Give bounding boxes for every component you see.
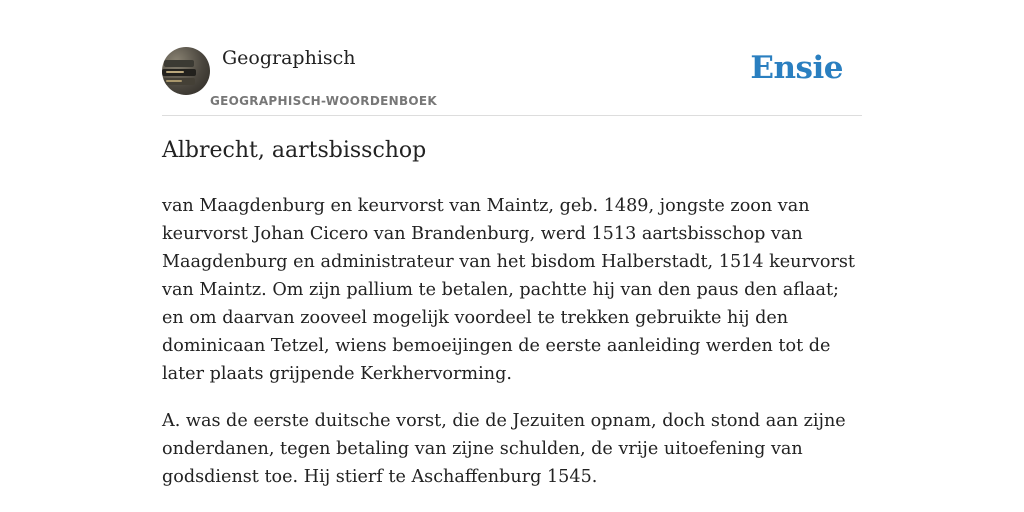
source-avatar[interactable] <box>162 47 210 95</box>
article-title: Albrecht, aartsbisschop <box>162 138 427 163</box>
article-paragraph: A. was de eerste duitsche vorst, die de Jezuiten opnam, doch stond aan zijne onderdanen, tegen betaling van zijne schulden, de vrije uitoefening van godsdienst toe. Hij stierf te Aschaffenburg 1545. <box>162 411 846 487</box>
source-name[interactable]: Geographisch <box>222 47 356 69</box>
ensie-logo-link[interactable]: Ensie <box>750 50 843 86</box>
page-header <box>162 44 862 116</box>
source-slug[interactable]: GEOGRAPHISCH-WOORDENBOEK <box>210 94 437 108</box>
article-paragraph: van Maagdenburg en keurvorst van Maintz, geb. 1489, jongste zoon van keurvorst Johan Cicero van Brandenburg, werd 1513 aartsbisschop van Maagdenburg en administrateur van het bisdom Halberstadt, 1514 keurvorst van Maintz. Om zijn pallium te betalen, pachtte hij van den paus den aflaat; en om daarvan zooveel mogelijk voordeel te trekken gebruikte hij den dominicaan Tetzel, wiens bemoeijingen de eerste aanleiding werden tot de later plaats grijpende Kerkhervorming. <box>162 196 855 384</box>
article-body <box>162 192 862 510</box>
